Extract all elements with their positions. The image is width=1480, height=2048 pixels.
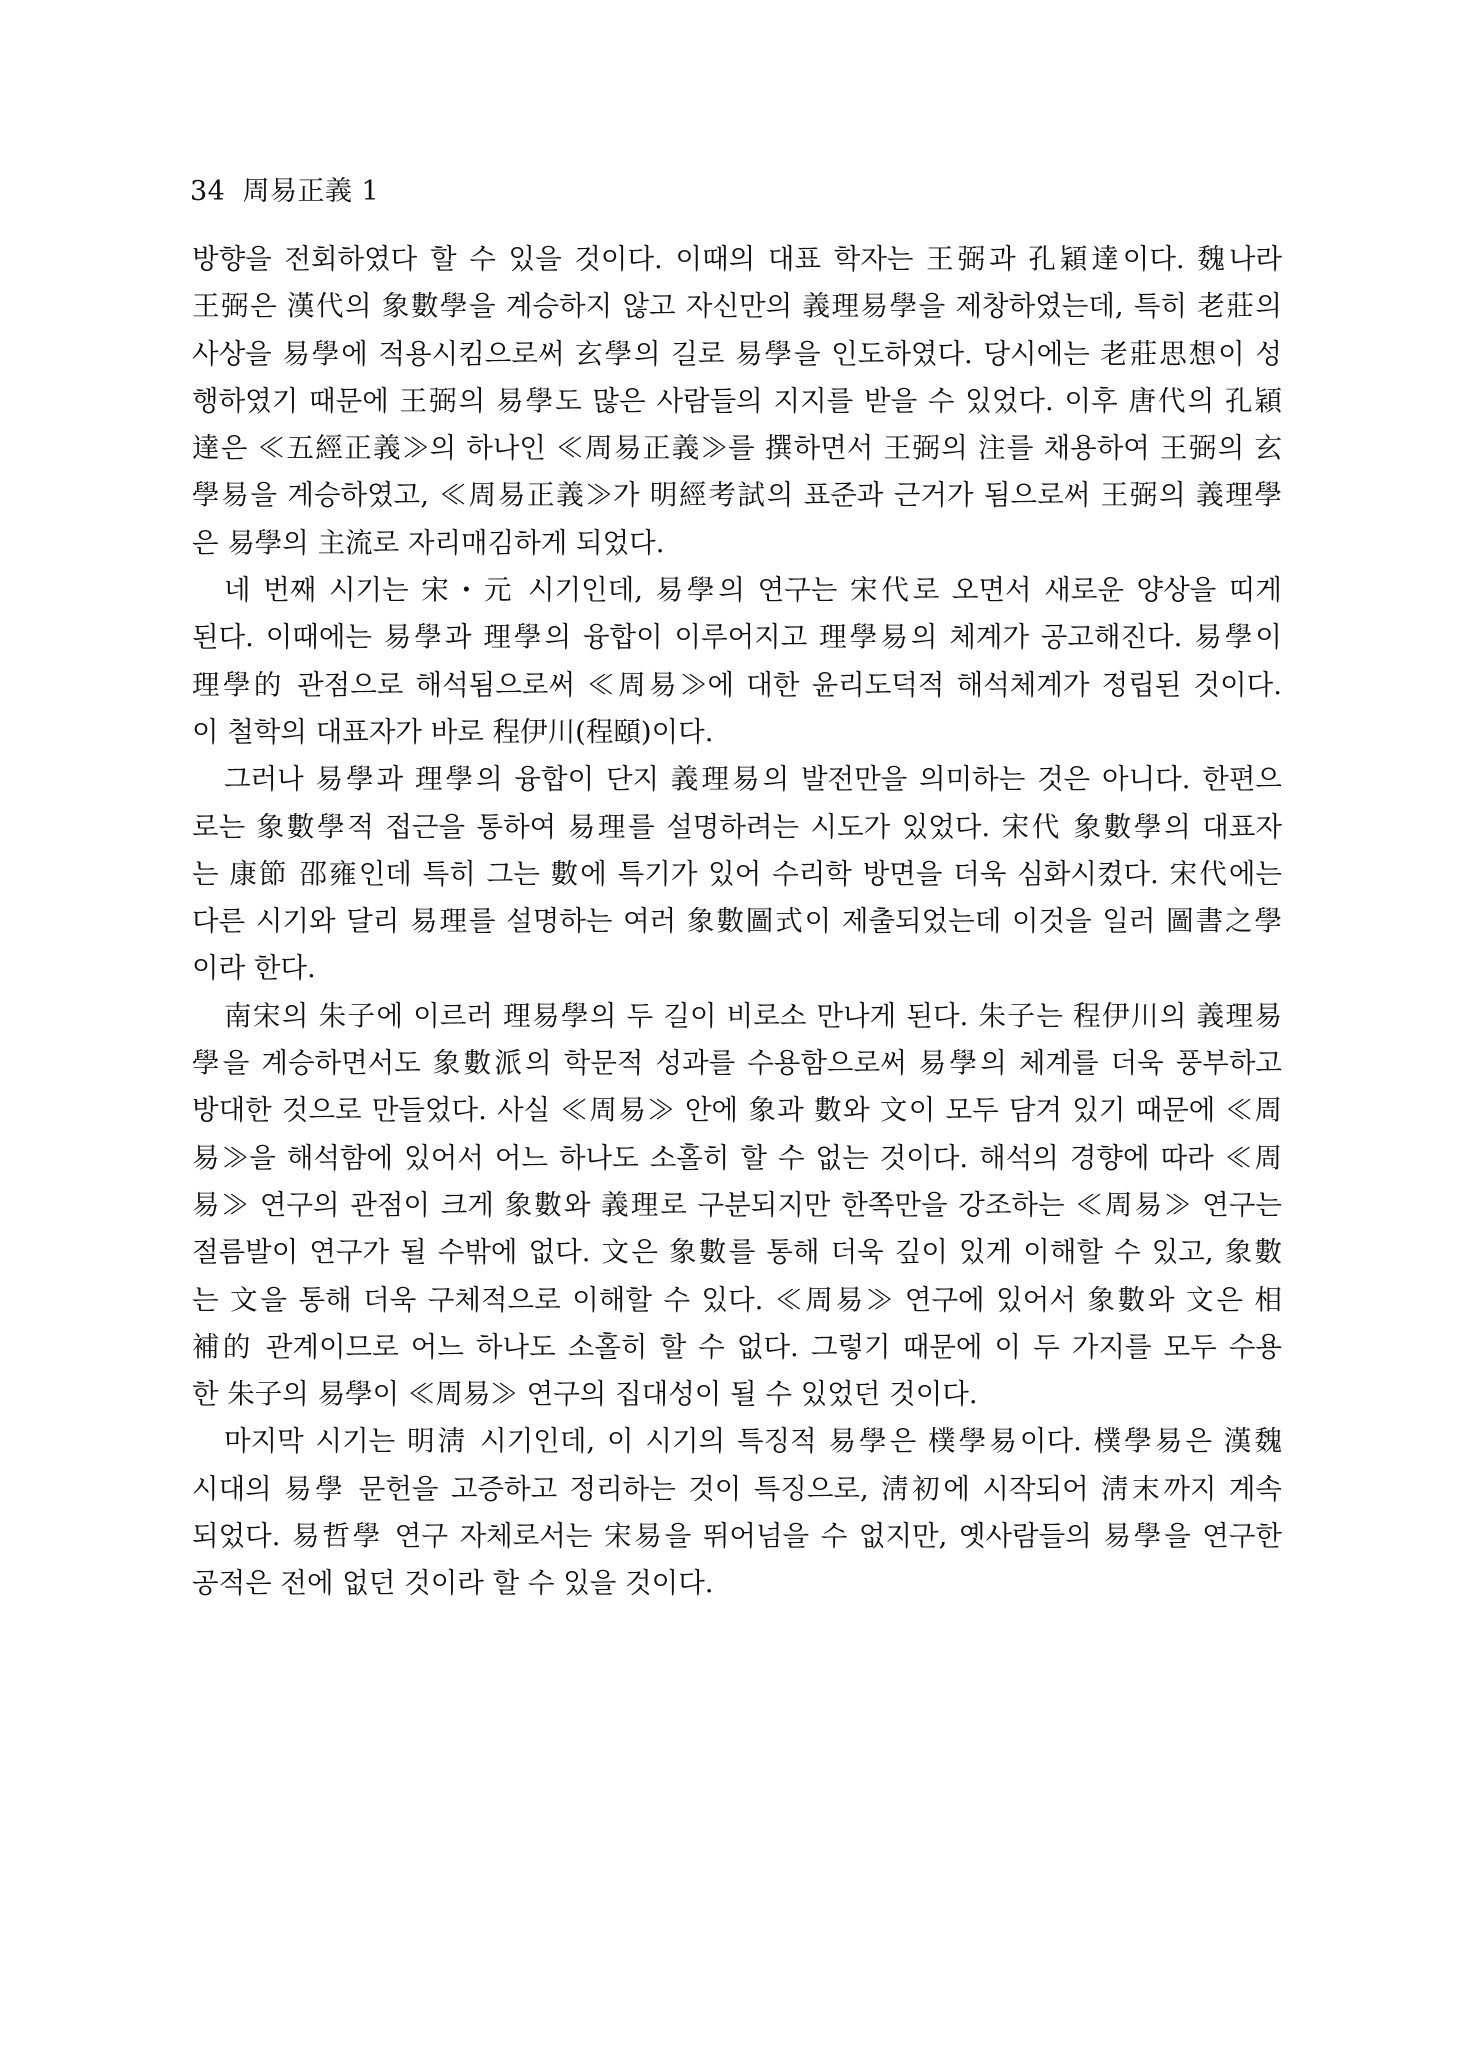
paragraph — [192, 567, 1282, 756]
text-line: 는 康節 邵雍인데 특히 그는 數에 특기가 있어 수리학 방면을 더욱 심화시켰다. 宋代에는 — [192, 857, 1282, 890]
text-line: 행하였기 때문에 王弼의 易學도 많은 사람들의 지지를 받을 수 있었다. 이후 唐代의 孔穎 — [192, 384, 1282, 417]
running-head — [190, 176, 379, 208]
text-line: 한 朱子의 易學이 ≪周易≫ 연구의 집대성이 될 수 있었던 것이다. — [192, 1378, 978, 1411]
text-line: 이라 한다. — [192, 952, 316, 985]
text-line: 다른 시기와 달리 易理를 설명하는 여러 象數圖式이 제출되었는데 이것을 일러 圖書之學 — [192, 905, 1282, 938]
paragraph — [192, 1418, 1282, 1607]
paragraph — [192, 993, 1282, 1419]
text-line: 達은 ≪五經正義≫의 하나인 ≪周易正義≫를 撰하면서 王弼의 注를 채용하여 王弼의 玄 — [192, 432, 1282, 465]
text-line: 은 易學의 主流로 자리매김하게 되었다. — [192, 526, 665, 559]
text-line: 방대한 것으로 만들었다. 사실 ≪周易≫ 안에 象과 數와 文이 모두 담겨 있기 때문에 ≪周 — [192, 1094, 1282, 1127]
text-line: 방향을 전회하였다 할 수 있을 것이다. 이때의 대표 학자는 王弼과 孔穎達이다. 魏나라 — [192, 243, 1282, 275]
text-line: 이 철학의 대표자가 바로 程伊川(程頤)이다. — [192, 715, 714, 748]
page-number: 34 — [190, 176, 226, 207]
paragraph — [192, 236, 1282, 567]
text-line: 사상을 易學에 적용시킴으로써 玄學의 길로 易學을 인도하였다. 당시에는 老莊思想이 성 — [192, 337, 1282, 370]
text-line: 補的 관계이므로 어느 하나도 소홀히 할 수 없다. 그렇기 때문에 이 두 가지를 모두 수용 — [192, 1330, 1282, 1363]
text-line: 네 번째 시기는 宋・元 시기인데, 易學의 연구는 宋代로 오면서 새로운 양상을 띠게 — [224, 574, 1282, 607]
text-line: 절름발이 연구가 될 수밖에 없다. 文은 象數를 통해 더욱 깊이 있게 이해할 수 있고, 象數 — [192, 1236, 1282, 1269]
text-line: 易≫을 해석함에 있어서 어느 하나도 소홀히 할 수 없는 것이다. 해석의 경향에 따라 ≪周 — [192, 1141, 1282, 1174]
text-line: 理學的 관점으로 해석됨으로써 ≪周易≫에 대한 윤리도덕적 해석체계가 정립된 것이다. — [192, 668, 1282, 701]
text-line: 南宋의 朱子에 이르러 理易學의 두 길이 비로소 만나게 된다. 朱子는 程伊川의 義理易 — [224, 999, 1282, 1032]
text-line: 시대의 易學 문헌을 고증하고 정리하는 것이 특징으로, 淸初에 시작되어 淸末까지 계속 — [192, 1472, 1282, 1505]
text-line: 되었다. 易哲學 연구 자체로서는 宋易을 뛰어넘을 수 없지만, 옛사람들의 易學을 연구한 — [192, 1520, 1282, 1553]
text-line: 된다. 이때에는 易學과 理學의 융합이 이루어지고 理學易의 체계가 공고해진다. 易學이 — [192, 621, 1282, 654]
text-line: 學을 계승하면서도 象數派의 학문적 성과를 수용함으로써 易學의 체계를 더욱 풍부하고 — [192, 1047, 1282, 1080]
text-line: 마지막 시기는 明淸 시기인데, 이 시기의 특징적 易學은 樸學易이다. 樸學易은 漢魏 — [224, 1425, 1282, 1458]
text-line: 공적은 전에 없던 것이라 할 수 있을 것이다. — [192, 1567, 714, 1600]
text-line: 王弼은 漢代의 象數學을 계승하지 않고 자신만의 義理易學을 제창하였는데, 특히 老莊의 — [192, 290, 1282, 323]
text-line: 그러나 易學과 理學의 융합이 단지 義理易의 발전만을 의미하는 것은 아니다. 한편으 — [224, 763, 1282, 796]
text-line: 易≫ 연구의 관점이 크게 象數와 義理로 구분되지만 한쪽만을 강조하는 ≪周易≫ 연구는 — [192, 1188, 1282, 1221]
book-title: 周易正義 1 — [242, 176, 380, 207]
paragraph — [192, 756, 1282, 992]
text-line: 는 文을 통해 더욱 구체적으로 이해할 수 있다. ≪周易≫ 연구에 있어서 象數와 文은 相 — [192, 1283, 1282, 1316]
body-text — [192, 236, 1282, 1608]
text-line: 로는 象數學적 접근을 통하여 易理를 설명하려는 시도가 있었다. 宋代 象數學의 대표자 — [192, 810, 1282, 843]
text-line: 學易을 계승하였고, ≪周易正義≫가 明經考試의 표준과 근거가 됨으로써 王弼의 義理學 — [192, 479, 1282, 512]
